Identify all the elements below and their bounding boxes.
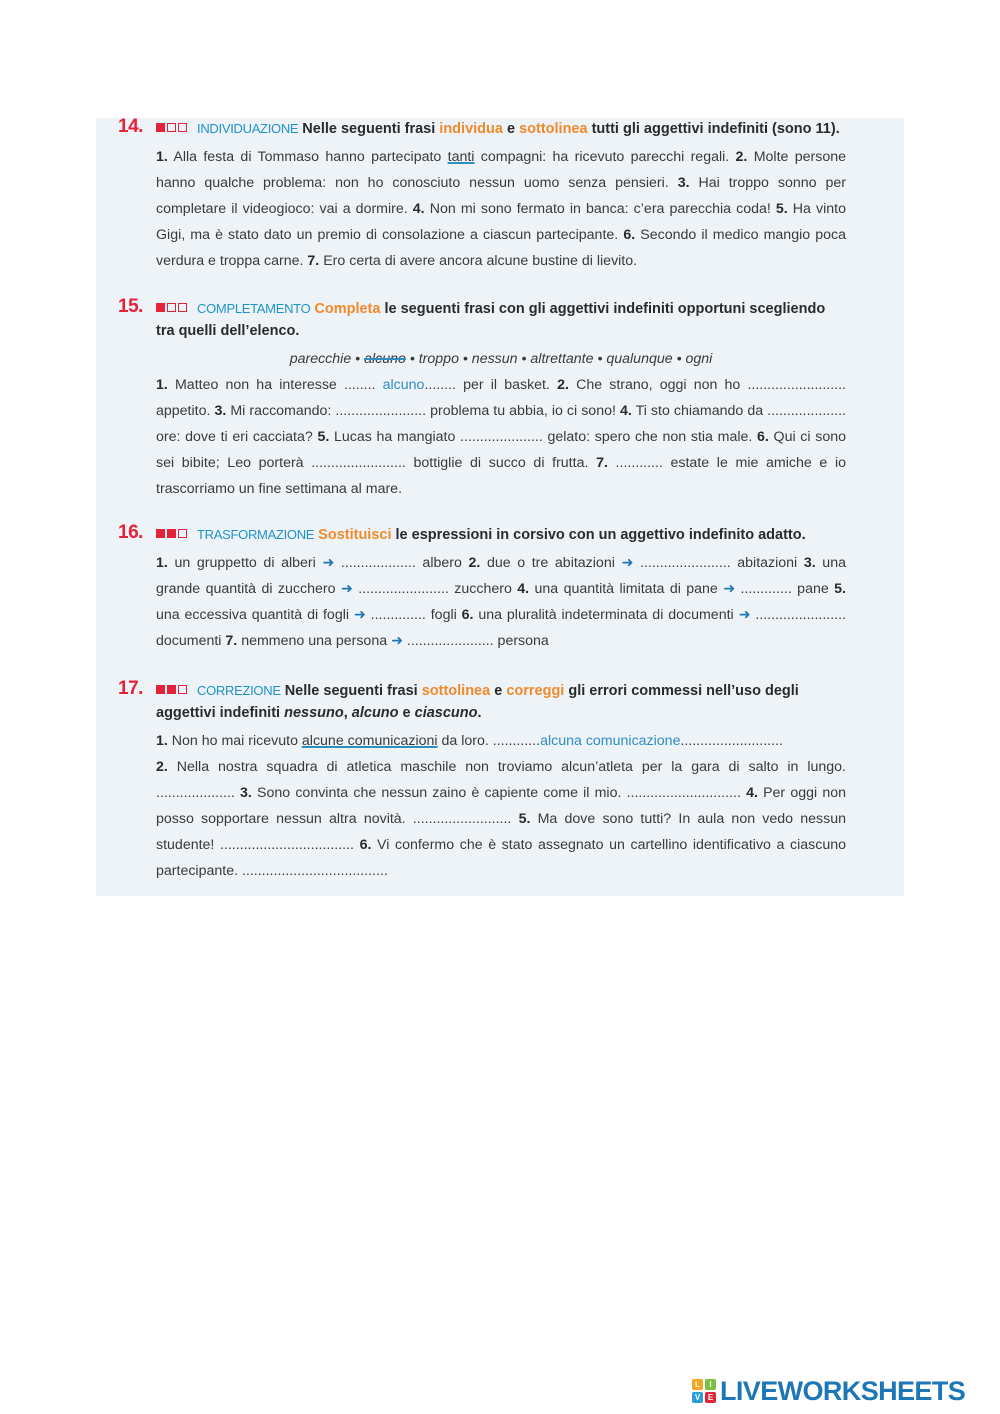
sentence-text: Sono convinta che nessun zaino è capiente come il mio. ............................. xyxy=(251,785,747,801)
word-list-text: • troppo • nessun • altrettante • qualunque • ogni xyxy=(405,351,713,367)
instruction-text: . xyxy=(477,705,482,721)
sentence-number: 2. xyxy=(156,759,168,775)
sentence-text: ....................... documenti xyxy=(156,607,846,649)
sentence-text: Non ho mai ricevuto xyxy=(167,733,302,749)
difficulty-square-empty xyxy=(178,529,187,538)
sentence-number: 6. xyxy=(359,837,372,853)
struck-word: alcuno xyxy=(364,351,406,367)
exercise-14-heading xyxy=(114,118,846,140)
exercise-16-heading xyxy=(114,524,846,546)
sentence-text: ............. pane xyxy=(735,581,835,597)
difficulty-square-filled xyxy=(156,529,165,538)
liveworksheets-logo[interactable] xyxy=(692,1376,965,1406)
exercise-17-body xyxy=(114,728,846,884)
word-list-text: parecchie • xyxy=(289,351,365,367)
sentence-number: 3. xyxy=(214,403,227,419)
instruction-verb: correggi xyxy=(506,683,565,699)
sentence-text: Non mi sono fermato in banca: c’era parecchia coda! xyxy=(424,201,776,217)
sentence-text: una eccessiva quantità di fogli xyxy=(156,607,354,623)
sentence-text: una quantità limitata di pane xyxy=(529,581,724,597)
instruction-italic: alcuno xyxy=(351,705,399,721)
instruction-text: Nelle seguenti frasi xyxy=(284,683,422,699)
sentence-text: Hai troppo sonno per completare il videogioco: vai a dormire. xyxy=(156,175,846,217)
instruction-verb: Sostituisci xyxy=(318,527,392,543)
instruction-italic: ciascuno xyxy=(414,705,478,721)
exercise-type-label: COMPLETAMENTO xyxy=(197,301,311,316)
sentence-number: 2. xyxy=(735,149,748,165)
arrow-right-icon: ➜ xyxy=(391,633,403,649)
sentence-text: ...................... persona xyxy=(402,633,549,649)
logo-letter: I xyxy=(705,1379,716,1390)
sentence-number: 6. xyxy=(757,429,769,445)
sentence-number: 3. xyxy=(240,785,252,801)
difficulty-square-filled xyxy=(156,685,165,694)
exercise-type-label: CORREZIONE xyxy=(197,683,281,698)
sentence-number: 5. xyxy=(775,201,788,217)
sentence-text: due o tre abitazioni xyxy=(480,555,622,571)
sentence-number: 5. xyxy=(317,429,330,445)
sentence-text: Nella nostra squadra di atletica maschile non troviamo alcun’atleta per la gara di salto in lungo. .................... xyxy=(156,759,846,801)
instruction-text: tutti gli aggettivi indefiniti (sono 11). xyxy=(587,121,840,137)
sentence-text: Che strano, oggi non ho ......................... appetito. xyxy=(156,377,847,419)
instruction-text: le seguenti frasi con gli aggettivi indefiniti opportuni scegliendo tra quelli dell’elenco. xyxy=(156,301,826,339)
sentence-text: Matteo non ha interesse ........ xyxy=(167,377,383,393)
sentence-text: ................... albero xyxy=(334,555,469,571)
instruction-verb: sottolinea xyxy=(519,121,588,137)
sentence-number: 5. xyxy=(518,811,531,827)
sentence-text: Mi raccomando: ....................... problema tu abbia, io ci sono! xyxy=(226,403,620,419)
example-answer: alcuno xyxy=(382,377,425,393)
difficulty-square-empty xyxy=(178,123,187,132)
difficulty-square-filled xyxy=(167,529,176,538)
sentence-number: 6. xyxy=(623,227,636,243)
instruction-verb: Completa xyxy=(314,301,381,317)
logo-letter: V xyxy=(692,1392,703,1403)
sentence-text: un gruppetto di alberi xyxy=(167,555,323,571)
instruction-text: e xyxy=(502,121,520,137)
instruction-text: e xyxy=(490,683,507,699)
exercise-type-label: INDIVIDUAZIONE xyxy=(197,121,299,136)
arrow-right-icon: ➜ xyxy=(340,581,353,597)
exercise-number: 16. xyxy=(118,522,143,543)
sentence-text: ............ estate le mie amiche e io trascorriamo un fine settimana al mare. xyxy=(156,455,846,497)
sentence-text: Secondo il medico mangio poca verdura e troppa carne. xyxy=(156,227,846,269)
sentence-text: Per oggi non posso sopportare nessun altra novità. ......................... xyxy=(156,785,846,827)
instruction-text: gli errori commessi nell’uso degli aggettivi indefiniti xyxy=(156,683,799,721)
logo-letter: L xyxy=(692,1379,703,1390)
exercise-number: 17. xyxy=(118,678,143,699)
sentence-text: Lucas ha mangiato ..................... gelato: spero che non stia male. xyxy=(329,429,758,445)
exercise-type-label: TRASFORMAZIONE xyxy=(197,527,315,542)
difficulty-square-empty xyxy=(167,303,176,312)
logo-text: LIVEWORKSHEETS xyxy=(720,1375,966,1406)
exercise-14 xyxy=(114,118,846,274)
instruction-text: , xyxy=(343,705,352,721)
exercise-15-heading xyxy=(114,298,846,342)
exercise-16-body xyxy=(114,550,846,654)
logo-icon xyxy=(692,1379,716,1403)
sentence-text: da loro. ............ xyxy=(437,733,541,749)
arrow-right-icon: ➜ xyxy=(723,581,736,597)
exercise-number: 15. xyxy=(118,296,143,317)
sentence-text: una pluralità indeterminata di documenti xyxy=(473,607,739,623)
instruction-text: e xyxy=(398,705,415,721)
sentence-text: Ti sto chiamando da .................... ore: dove ti eri cacciata? xyxy=(156,403,846,445)
sentence-text: .......................... xyxy=(680,733,783,749)
instruction-text: le espressioni in corsivo con un aggettivo indefinito adatto. xyxy=(391,527,806,543)
example-answer: alcuna comunicazione xyxy=(540,733,681,749)
sentence-text: ........ per il basket. xyxy=(424,377,558,393)
sentence-number: 5. xyxy=(834,581,846,597)
difficulty-square-empty xyxy=(178,685,187,694)
exercise-15-body xyxy=(114,372,846,502)
sentence-text: Vi confermo che è stato assegnato un cartellino identificativo a ciascuno partecipante. ..................................... xyxy=(156,837,846,879)
exercise-number: 14. xyxy=(118,116,143,137)
difficulty-square-empty xyxy=(167,123,176,132)
sentence-number: 4. xyxy=(517,581,530,597)
sentence-text: Alla festa di Tommaso hanno partecipato xyxy=(167,149,448,165)
arrow-right-icon: ➜ xyxy=(621,555,634,571)
sentence-number: 7. xyxy=(225,633,238,649)
difficulty-square-filled xyxy=(156,303,165,312)
sentence-text: Molte persone hanno qualche problema: non ho conosciuto nessun uomo senza pensieri. xyxy=(156,149,846,191)
sentence-number: 3. xyxy=(677,175,690,191)
difficulty-square-filled xyxy=(156,123,165,132)
word-list xyxy=(114,346,846,372)
sentence-number: 1. xyxy=(156,555,168,571)
sentence-text: Ero certa di avere ancora alcune bustine di lievito. xyxy=(319,253,638,269)
sentence-number: 6. xyxy=(461,607,474,623)
exercise-15 xyxy=(114,298,846,502)
sentence-number: 7. xyxy=(307,253,320,269)
sentence-number: 1. xyxy=(156,733,168,749)
exercise-14-body xyxy=(114,144,846,274)
sentence-number: 7. xyxy=(596,455,608,471)
sentence-number: 4. xyxy=(412,201,425,217)
sentence-text: Qui ci sono sei bibite; Leo porterà ........................ bottiglie di succo di frutta. xyxy=(156,429,847,471)
exercise-17 xyxy=(114,680,846,884)
sentence-text: una grande quantità di zucchero xyxy=(156,555,846,597)
sentence-text: Ha vinto Gigi, ma è stato dato un premio di consolazione a ciascun partecipante. xyxy=(156,201,846,243)
difficulty-square-filled xyxy=(167,685,176,694)
sentence-text: compagni: ha ricevuto parecchi regali. xyxy=(474,149,736,165)
arrow-right-icon: ➜ xyxy=(738,607,751,623)
sentence-number: 4. xyxy=(746,785,758,801)
sentence-number: 3. xyxy=(803,555,816,571)
sentence-text: ....................... abitazioni xyxy=(633,555,804,571)
arrow-right-icon: ➜ xyxy=(322,555,335,571)
sentence-text: ....................... zucchero xyxy=(352,581,518,597)
exercise-16 xyxy=(114,524,846,654)
underlined-word: alcune comunicazioni xyxy=(301,733,438,749)
instruction-verb: sottolinea xyxy=(421,683,491,699)
arrow-right-icon: ➜ xyxy=(353,607,366,623)
exercise-panel xyxy=(96,118,904,896)
instruction-verb: individua xyxy=(439,121,503,137)
underlined-word: tanti xyxy=(447,149,475,165)
sentence-number: 1. xyxy=(156,377,168,393)
sentence-number: 4. xyxy=(619,403,632,419)
sentence-text: nemmeno una persona xyxy=(237,633,392,649)
sentence-text: Ma dove sono tutti? In aula non vedo nessun studente! .................................. xyxy=(156,811,846,853)
sentence-number: 1. xyxy=(156,149,168,165)
sentence-number: 2. xyxy=(557,377,569,393)
sentence-number: 2. xyxy=(468,555,481,571)
exercise-17-heading xyxy=(114,680,846,724)
instruction-italic: nessuno xyxy=(284,705,344,721)
instruction-text: Nelle seguenti frasi xyxy=(302,121,440,137)
difficulty-square-empty xyxy=(178,303,187,312)
logo-letter: E xyxy=(705,1392,716,1403)
sentence-text: .............. fogli xyxy=(365,607,462,623)
